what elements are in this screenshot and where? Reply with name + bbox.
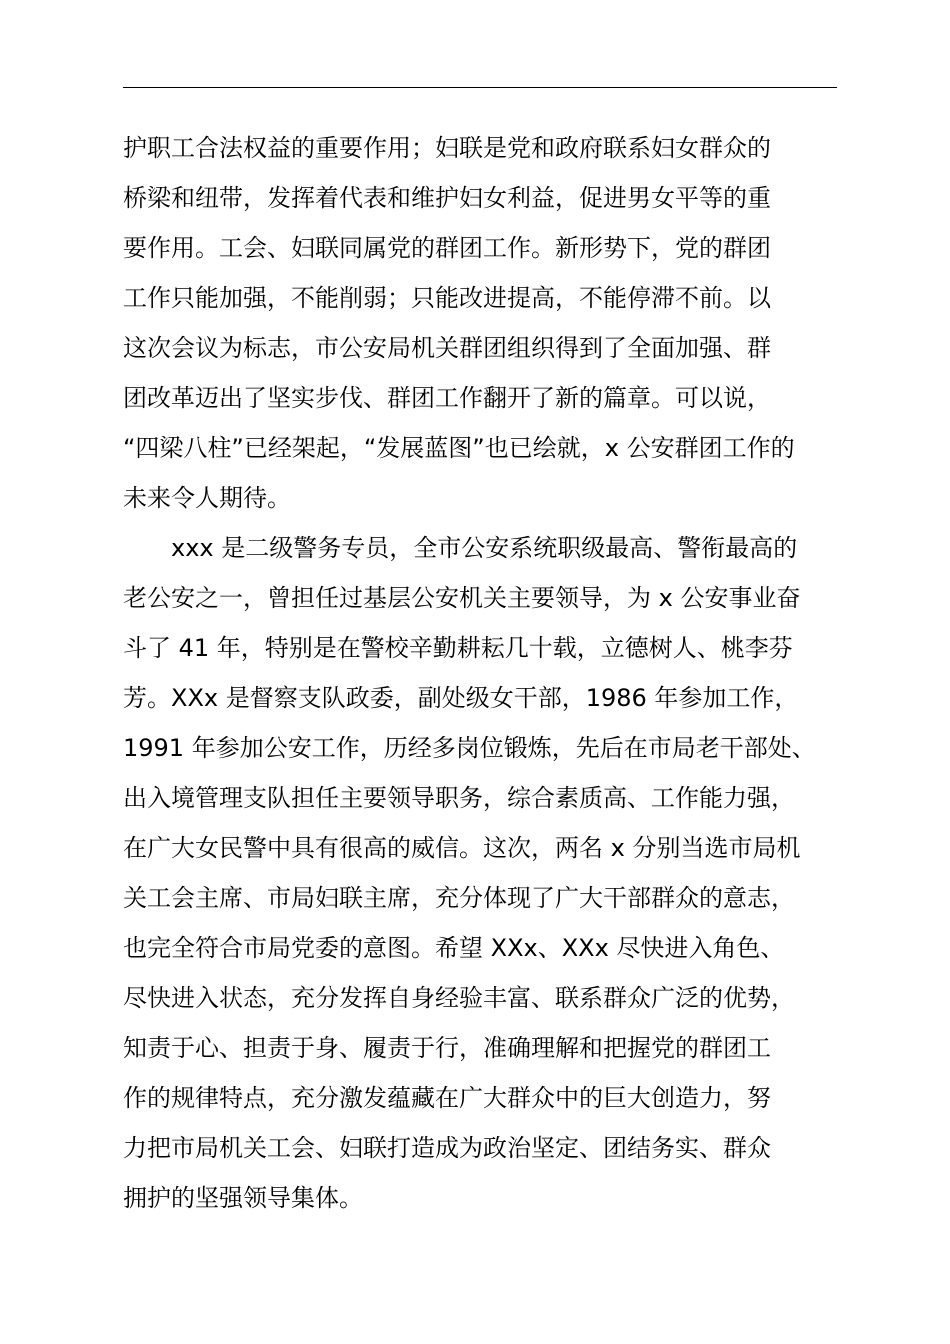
text-line: 团改革迈出了坚实步伐、群团工作翻开了新的篇章。可以说， [123, 384, 771, 412]
text-line: 老公安之一，曾担任过基层公安机关主要领导，为 x 公安事业奋 [123, 584, 801, 612]
text-line: 这次会议为标志，市公安局机关群团组织得到了全面加强、群 [123, 334, 771, 362]
text-line: 拥护的坚强领导集体。 [123, 1184, 363, 1212]
text-line: 尽快进入状态，充分发挥自身经验丰富、联系群众广泛的优势， [123, 984, 795, 1012]
text-line: 斗了 41 年，特别是在警校辛勤耕耘几十载，立德树人、桃李芬 [123, 634, 793, 662]
text-line: 1991 年参加公安工作，历经多岗位锻炼，先后在市局老干部处、 [123, 734, 816, 762]
text-line: 工作只能加强，不能削弱；只能改进提高，不能停滞不前。以 [123, 284, 771, 312]
text-line: 力把市局机关工会、妇联打造成为政治坚定、团结务实、群众 [123, 1134, 771, 1162]
text-line: 桥梁和纽带，发挥着代表和维护妇女利益，促进男女平等的重 [123, 184, 771, 212]
text-line: 关工会主席、市局妇联主席，充分体现了广大干部群众的意志， [123, 884, 795, 912]
text-line: 也完全符合市局党委的意图。希望 XXx、XXx 尽快进入角色、 [123, 934, 785, 962]
text-line: 知责于心、担责于身、履责于行，准确理解和把握党的群团工 [123, 1034, 771, 1062]
text-line: 芳。XXx 是督察支队政委，副处级女干部，1986 年参加工作， [123, 684, 799, 712]
header-rule [123, 87, 837, 88]
text-line: “四梁八柱”已经架起，“发展蓝图”也已绘就，x 公安群团工作的 [123, 434, 795, 462]
text-line: 出入境管理支队担任主要领导职务，综合素质高、工作能力强， [123, 784, 795, 812]
text-line: 未来令人期待。 [123, 484, 291, 512]
text-line: 作的规律特点，充分激发蕴藏在广大群众中的巨大创造力，努 [123, 1084, 771, 1112]
text-line: xxx 是二级警务专员，全市公安系统职级最高、警衔最高的 [171, 534, 798, 562]
text-line: 要作用。工会、妇联同属党的群团工作。新形势下，党的群团 [123, 234, 771, 262]
text-line: 护职工合法权益的重要作用；妇联是党和政府联系妇女群众的 [123, 134, 771, 162]
text-line: 在广大女民警中具有很高的威信。这次，两名 x 分别当选市局机 [123, 834, 801, 862]
